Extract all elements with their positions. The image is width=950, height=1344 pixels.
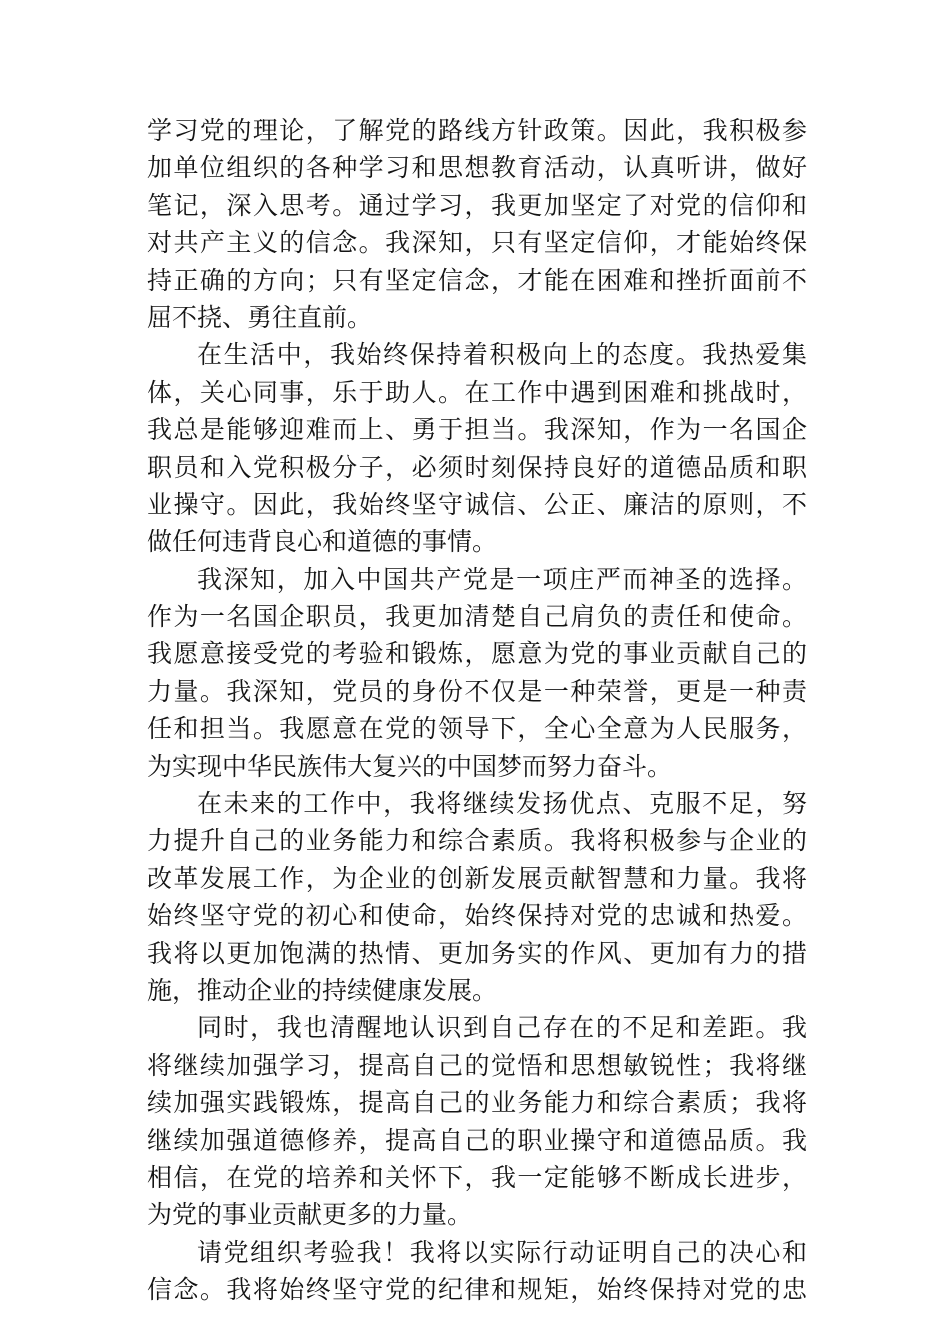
text-line: 改革发展工作，为企业的创新发展贡献智慧和力量。我将 xyxy=(147,863,807,893)
text-line: 续加强实践锻炼，提高自己的业务能力和综合素质；我将 xyxy=(147,1088,807,1118)
text-line: 为党的事业贡献更多的力量。 xyxy=(147,1200,473,1230)
text-line: 继续加强道德修养，提高自己的职业操守和道德品质。我 xyxy=(147,1125,807,1155)
text-line: 持正确的方向；只有坚定信念，才能在困难和挫折面前不 xyxy=(147,265,807,295)
text-line: 相信，在党的培养和关怀下，我一定能够不断成长进步， xyxy=(147,1162,807,1192)
text-line: 屈不挠、勇往直前。 xyxy=(147,302,373,332)
text-line: 加单位组织的各种学习和思想教育活动，认真听讲，做好 xyxy=(147,153,807,183)
text-line: 我深知，加入中国共产党是一项庄严而神圣的选择。 xyxy=(197,564,807,594)
document-body xyxy=(147,112,807,1309)
text-line: 施，推动企业的持续健康发展。 xyxy=(147,975,498,1005)
text-line: 我愿意接受党的考验和锻炼，愿意为党的事业贡献自己的 xyxy=(147,639,807,669)
paragraph xyxy=(147,561,807,785)
text-line: 职员和入党积极分子，必须时刻保持良好的道德品质和职 xyxy=(147,452,807,482)
text-line: 在生活中，我始终保持着积极向上的态度。我热爱集 xyxy=(197,340,807,370)
paragraph xyxy=(147,785,807,1009)
text-line: 将继续加强学习，提高自己的觉悟和思想敏锐性；我将继 xyxy=(147,1050,807,1080)
paragraph xyxy=(147,1009,807,1233)
text-line: 笔记，深入思考。通过学习，我更加坚定了对党的信仰和 xyxy=(147,190,807,220)
text-line: 学习党的理论，了解党的路线方针政策。因此，我积极参 xyxy=(147,116,807,145)
text-line: 做任何违背良心和道德的事情。 xyxy=(147,527,498,557)
text-line: 对共产主义的信念。我深知，只有坚定信仰，才能始终保 xyxy=(147,228,807,258)
text-line: 力量。我深知，党员的身份不仅是一种荣誉，更是一种责 xyxy=(147,676,807,706)
paragraph xyxy=(147,112,807,336)
paragraph xyxy=(147,1234,807,1309)
text-line: 任和担当。我愿意在党的领导下，全心全意为人民服务， xyxy=(147,714,807,744)
text-line: 请党组织考验我！我将以实际行动证明自己的决心和 xyxy=(197,1237,807,1267)
text-line: 始终坚守党的初心和使命，始终保持对党的忠诚和热爱。 xyxy=(147,901,807,931)
text-line: 作为一名国企职员，我更加清楚自己肩负的责任和使命。 xyxy=(147,602,807,632)
text-line: 为实现中华民族伟大复兴的中国梦而努力奋斗。 xyxy=(147,751,673,781)
paragraph xyxy=(147,336,807,560)
text-line: 同时，我也清醒地认识到自己存在的不足和差距。我 xyxy=(197,1013,807,1043)
text-line: 体，关心同事，乐于助人。在工作中遇到困难和挑战时， xyxy=(147,377,807,407)
text-line: 业操守。因此，我始终坚守诚信、公正、廉洁的原则，不 xyxy=(147,489,807,519)
text-line: 我总是能够迎难而上、勇于担当。我深知，作为一名国企 xyxy=(147,415,807,445)
text-line: 我将以更加饱满的热情、更加务实的作风、更加有力的措 xyxy=(147,938,807,968)
text-line: 信念。我将始终坚守党的纪律和规矩，始终保持对党的忠 xyxy=(147,1275,807,1305)
text-line: 力提升自己的业务能力和综合素质。我将积极参与企业的 xyxy=(147,826,807,856)
text-line: 在未来的工作中，我将继续发扬优点、克服不足，努 xyxy=(197,789,807,819)
